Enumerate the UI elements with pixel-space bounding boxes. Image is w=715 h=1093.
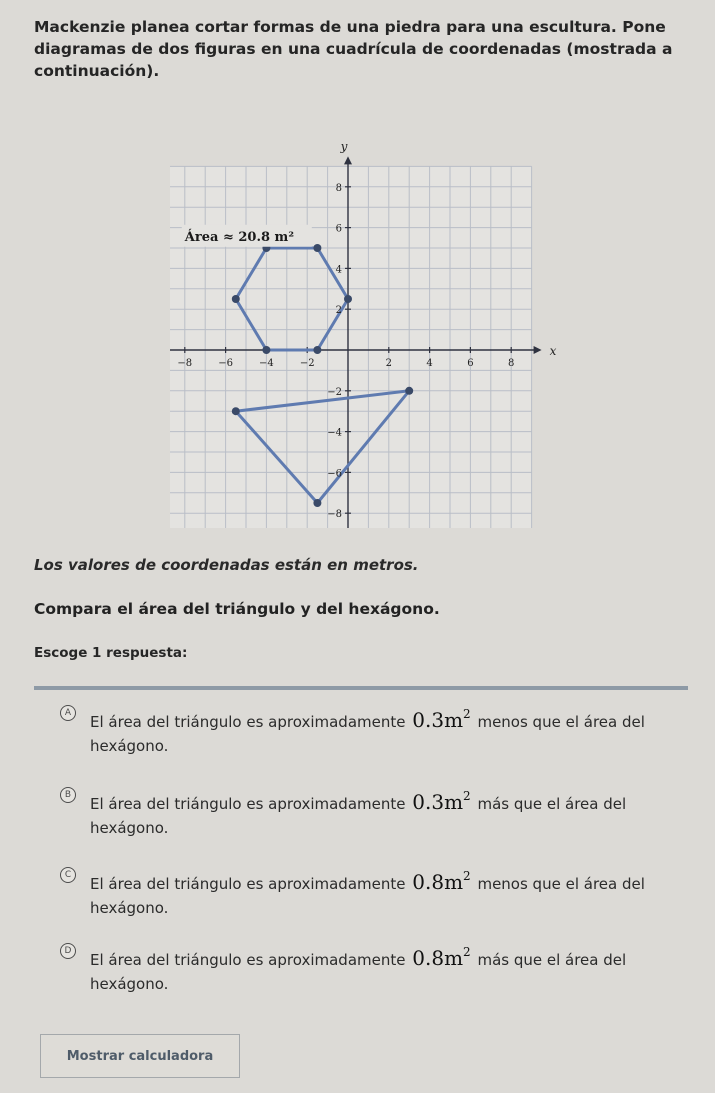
y-tick-label: 4 <box>335 264 342 276</box>
triangle-vertex <box>232 407 240 415</box>
x-tick-label: 4 <box>426 358 433 369</box>
y-tick-label: 2 <box>335 305 342 317</box>
x-axis-label: x <box>549 344 557 358</box>
triangle-vertex <box>405 387 413 395</box>
hexagon-vertex <box>344 295 352 303</box>
x-tick-label: 8 <box>508 358 515 369</box>
option-a[interactable] <box>60 702 680 758</box>
option-d-post: más que el área del hexágono. <box>90 951 627 993</box>
grid-background <box>170 166 532 528</box>
y-tick-label: 8 <box>335 182 342 194</box>
option-b-text <box>90 784 680 840</box>
option-b-radio[interactable]: B <box>60 787 76 803</box>
x-axis-arrow-right <box>534 346 542 354</box>
y-axis-arrow-up <box>344 156 352 164</box>
option-c-text <box>90 864 680 920</box>
option-c-pre: El área del triángulo es aproximadamente <box>90 875 406 893</box>
x-tick-label: −6 <box>218 358 233 369</box>
option-b-pre: El área del triángulo es aproximadamente <box>90 795 406 813</box>
hexagon-vertex <box>313 346 321 354</box>
units-note: Los valores de coordenadas están en metros. <box>34 556 419 574</box>
x-tick-label: −4 <box>259 358 274 369</box>
option-c-post: menos que el área del hexágono. <box>90 875 645 917</box>
problem-statement: Mackenzie planea cortar formas de una piedra para una escultura. Pone diagramas de dos figuras en una cuadrícula de coordenadas (mostrada a continuación). <box>34 18 673 80</box>
graph-svg <box>170 128 570 528</box>
hexagon-vertex <box>313 244 321 252</box>
show-calculator-button[interactable]: Mostrar calculadora <box>40 1034 240 1078</box>
option-a-radio[interactable]: A <box>60 705 76 721</box>
option-b[interactable] <box>60 784 680 840</box>
option-b-post: más que el área del hexágono. <box>90 795 627 837</box>
y-tick-label: −4 <box>327 427 342 439</box>
hexagon-vertex <box>262 346 270 354</box>
question-text: Compara el área del triángulo y del hexágono. <box>34 600 440 618</box>
hexagon-vertex <box>232 295 240 303</box>
option-d-radio[interactable]: D <box>60 943 76 959</box>
triangle-vertex <box>313 499 321 507</box>
option-a-pre: El área del triángulo es aproximadamente <box>90 713 406 731</box>
option-d[interactable] <box>60 940 680 996</box>
divider <box>34 686 688 690</box>
area-label: Área ≈ 20.8 m² <box>184 229 295 245</box>
y-tick-label: −6 <box>327 468 342 480</box>
option-b-value: $0.3m^2$ <box>412 789 471 814</box>
y-tick-label: −8 <box>327 509 342 521</box>
x-tick-label: −8 <box>177 358 193 369</box>
option-d-pre: El área del triángulo es aproximadamente <box>90 951 406 969</box>
y-axis-label: y <box>340 139 348 154</box>
option-c-radio[interactable]: C <box>60 867 76 883</box>
option-c-value: $0.8m^2$ <box>412 869 471 894</box>
x-tick-label: 2 <box>385 358 392 369</box>
y-tick-label: −2 <box>327 386 342 398</box>
option-d-value: $0.8m^2$ <box>412 945 471 970</box>
choose-label: Escoge 1 respuesta: <box>34 645 188 661</box>
option-c[interactable] <box>60 864 680 920</box>
coordinate-graph <box>170 128 570 528</box>
option-d-text <box>90 940 680 996</box>
x-tick-label: −2 <box>299 358 315 369</box>
option-a-value: $0.3m^2$ <box>412 707 471 732</box>
grid <box>170 166 532 528</box>
option-a-text <box>90 702 680 758</box>
y-tick-label: 6 <box>335 223 342 235</box>
option-a-post: menos que el área del hexágono. <box>90 713 645 755</box>
x-tick-label: 6 <box>467 358 474 369</box>
